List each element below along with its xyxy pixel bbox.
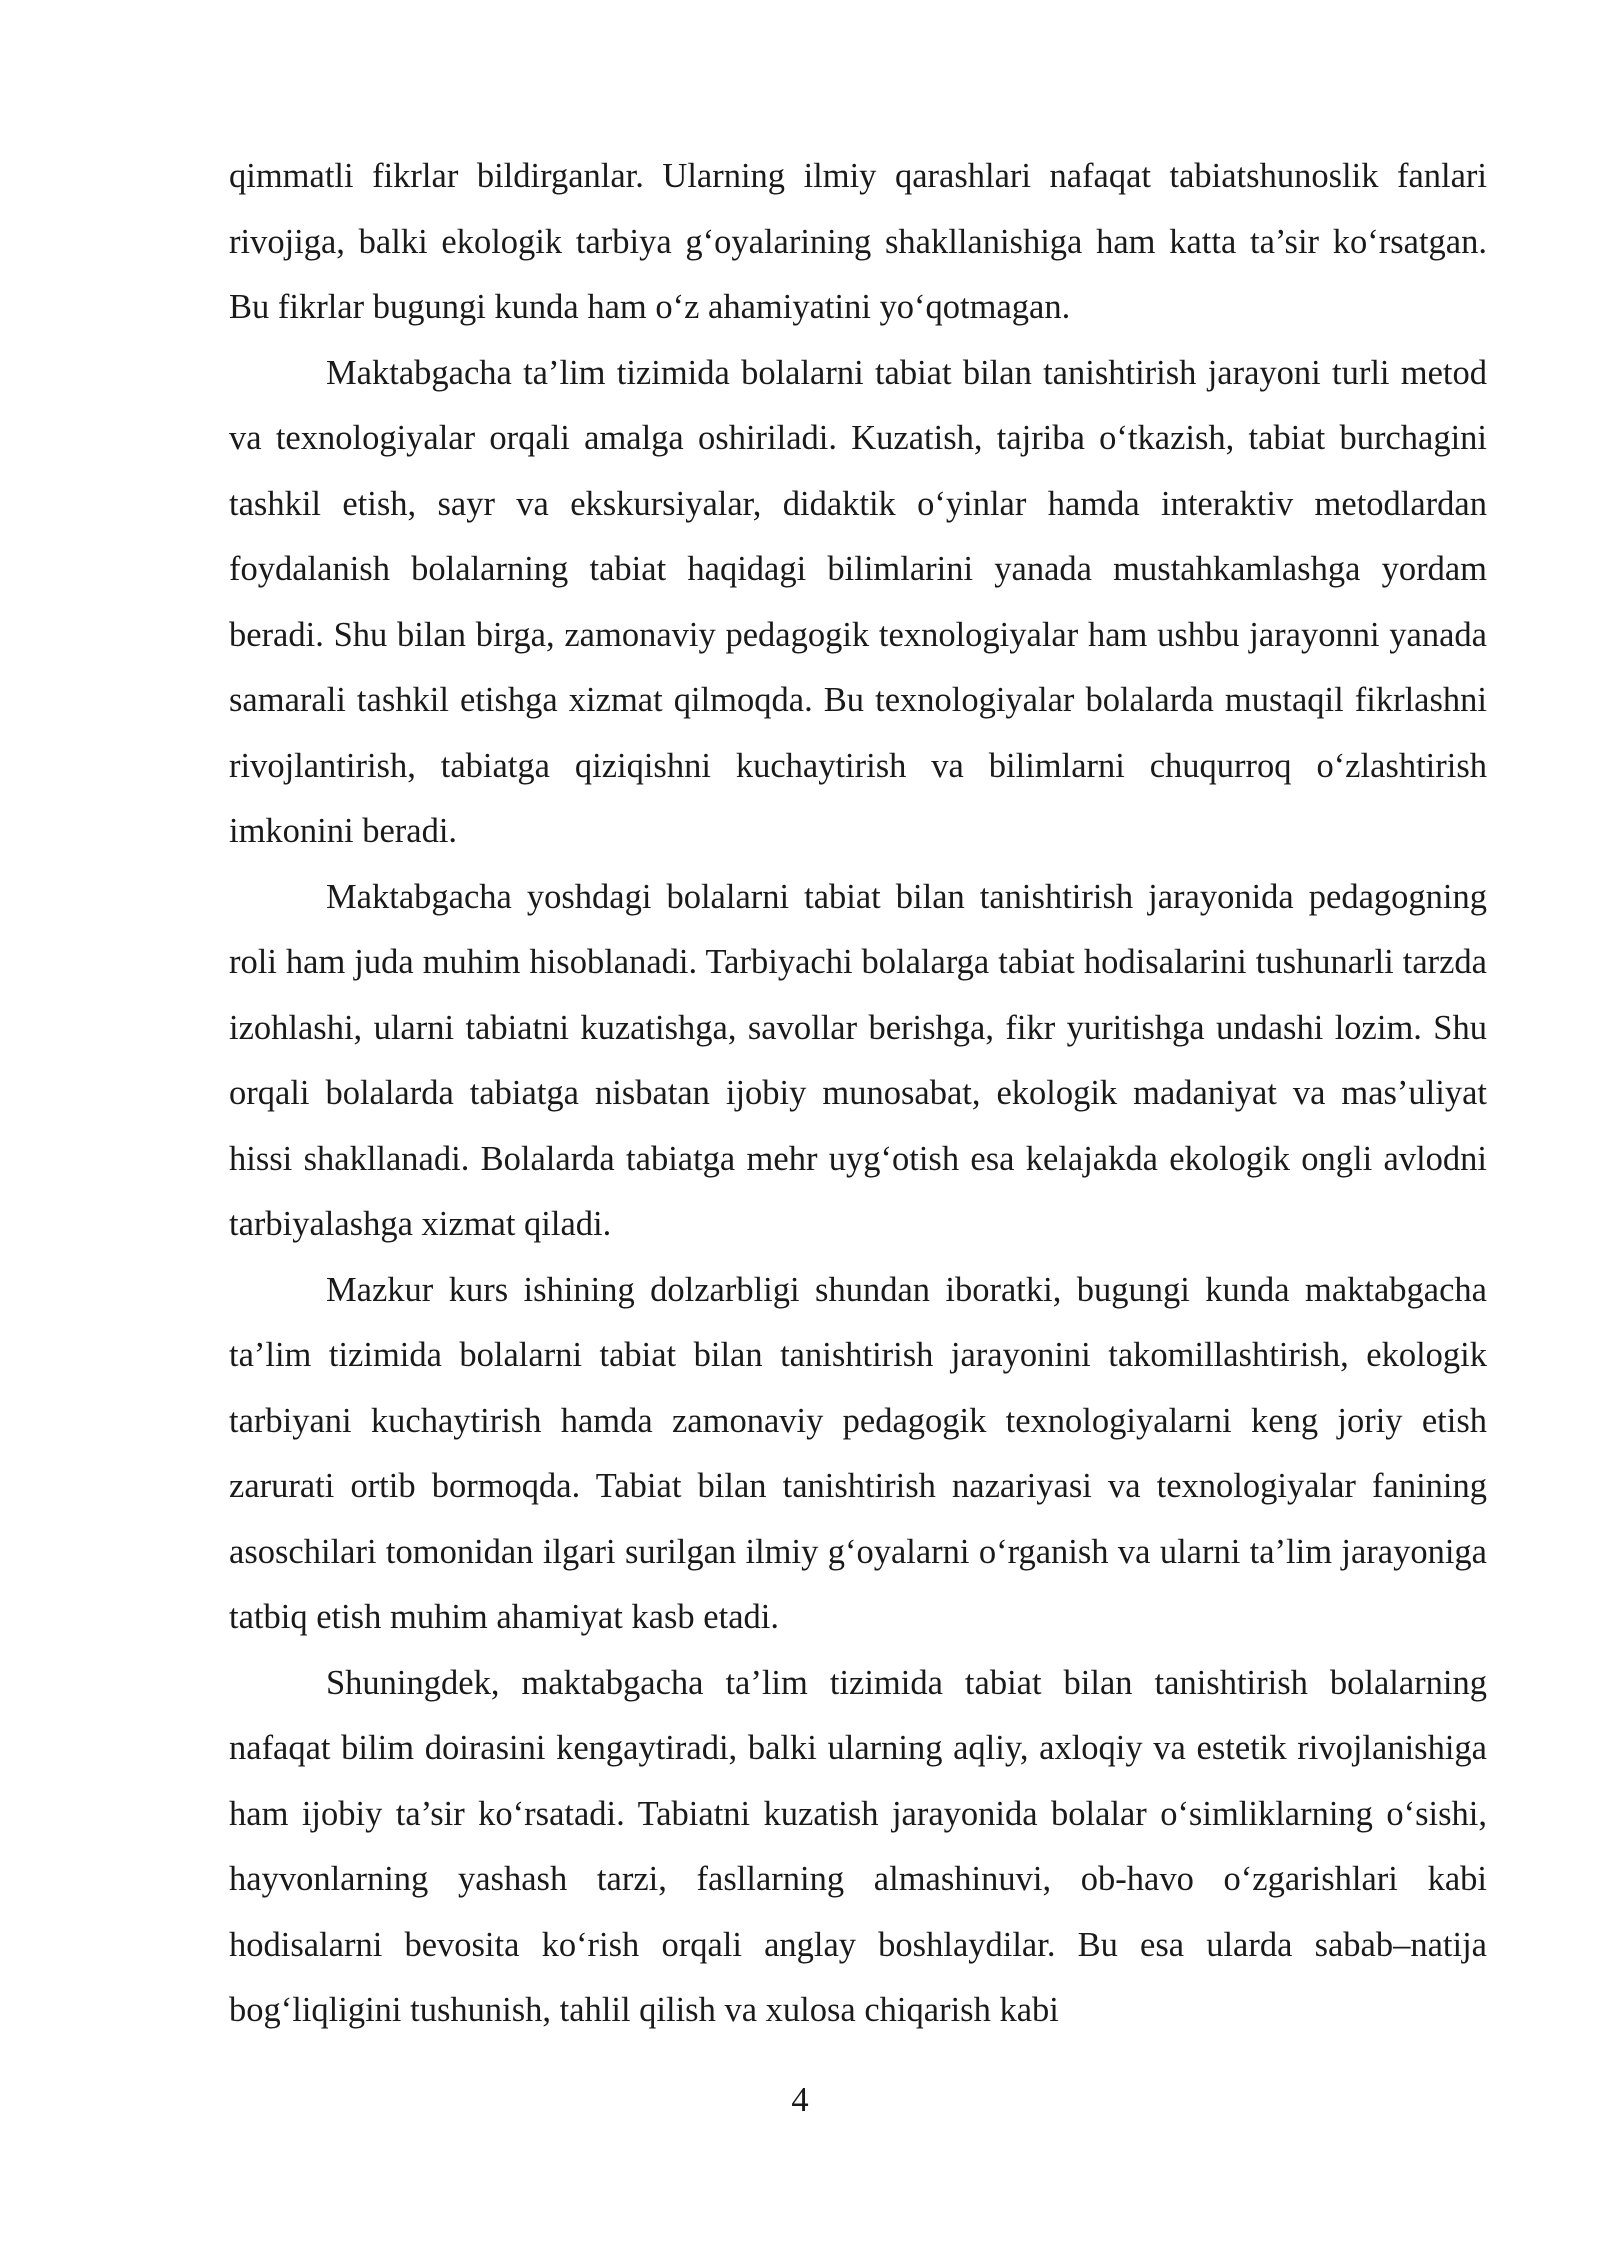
paragraph-2: Maktabgacha ta’lim tizimida bolalarni tabiat bilan tanishtirish jarayoni turli metod va texnologiyalar orqali amalga oshiriladi. Kuzatish, tajriba o‘tkazish, tabiat burchagini tashkil etish, sayr va ekskursiyalar, didaktik o‘yinlar hamda interaktiv metodlardan foydalanish bolalarning tabiat haqidagi bilimlarini yanada mustahkamlashga yordam beradi. Shu bilan birga, zamonaviy pedagogik texnologiyalar ham ushbu jarayonni yanada samarali tashkil etishga xizmat qilmoqda. Bu texnologiyalar bolalarda mustaqil fikrlashni rivojlantirish, tabiatga qiziqishni kuchaytirish va bilimlarni chuqurroq o‘zlashtirish imkonini beradi. <box>229 353 1487 850</box>
paragraph-1: qimmatli fikrlar bildirganlar. Ularning ilmiy qarashlari nafaqat tabiatshunoslik fanlari rivojiga, balki ekologik tarbiya g‘oyalarining shakllanishiga ham katta ta’sir ko‘rsatgan. Bu fikrlar bugungi kunda ham o‘z ahamiyatini yo‘qotmagan. <box>229 157 1487 326</box>
paragraph-3: Maktabgacha yoshdagi bolalarni tabiat bilan tanishtirish jarayonida pedagogning roli ham juda muhim hisoblanadi. Tarbiyachi bolalarga tabiat hodisalarini tushunarli tarzda izohlashi, ularni tabiatni kuzatishga, savollar berishga, fikr yuritishga undashi lozim. Shu orqali bolalarda tabiatga nisbatan ijobiy munosabat, ekologik madaniyat va mas’uliyat hissi shakllanadi. Bolalarda tabiatga mehr uyg‘otish esa kelajakda ekologik ongli avlodni tarbiyalashga xizmat qiladi. <box>229 877 1487 1243</box>
page-number: 4 <box>791 2081 809 2119</box>
body-text <box>229 144 1487 2044</box>
paragraph-4: Mazkur kurs ishining dolzarbligi shundan iboratki, bugungi kunda maktabgacha ta’lim tizimida bolalarni tabiat bilan tanishtirish jarayonini takomillashtirish, ekologik tarbiyani kuchaytirish hamda zamonaviy pedagogik texnologiyalarni keng joriy etish zarurati ortib bormoqda. Tabiat bilan tanishtirish nazariyasi va texnologiyalar fanining asoschilari tomonidan ilgari surilgan ilmiy g‘oyalarni o‘rganish va ularni ta’lim jarayoniga tatbiq etish muhim ahamiyat kasb etadi. <box>229 1270 1487 1636</box>
paragraph-5: Shuningdek, maktabgacha ta’lim tizimida tabiat bilan tanishtirish bolalarning nafaqat bilim doirasini kengaytiradi, balki ularning aqliy, axloqiy va estetik rivojlanishiga ham ijobiy ta’sir ko‘rsatadi. Tabiatni kuzatish jarayonida bolalar o‘simliklarning o‘sishi, hayvonlarning yashash tarzi, fasllarning almashinuvi, ob-havo o‘zgarishlari kabi hodisalarni bevosita ko‘rish orqali anglay boshlaydilar. Bu esa ularda sabab–natija bog‘liqligini tushunish, tahlil qilish va xulosa chiqarish kabi <box>229 1663 1487 2029</box>
